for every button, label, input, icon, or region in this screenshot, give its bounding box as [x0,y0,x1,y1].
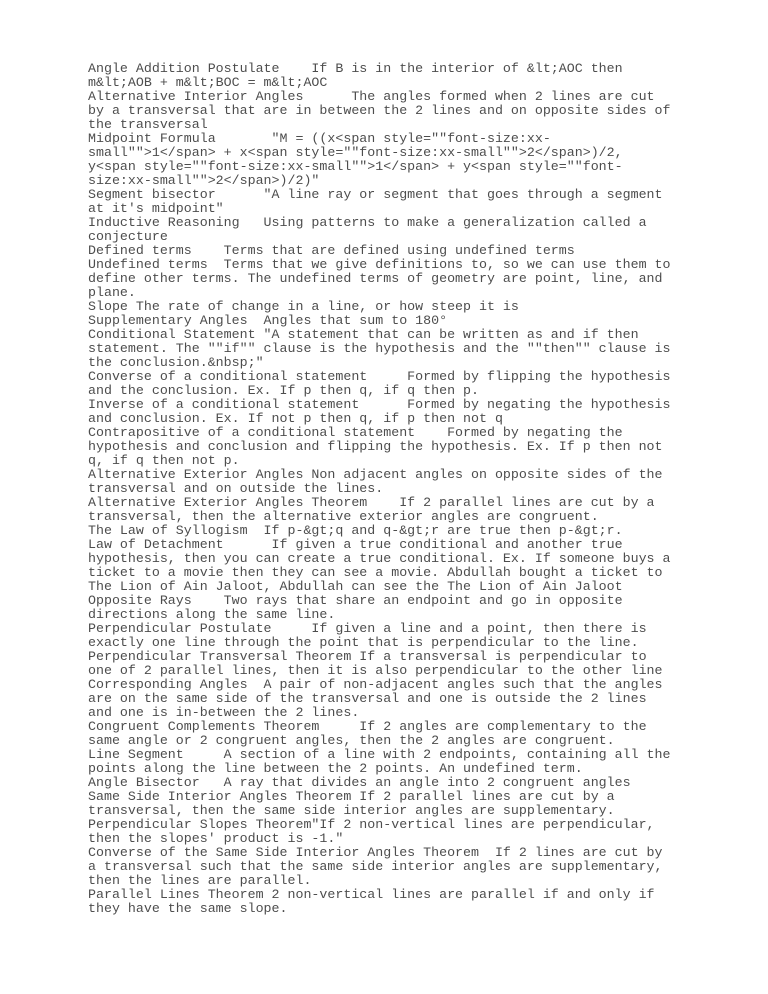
text-line: same angle or 2 congruent angles, then the 2 angles are congruent. [88,733,615,748]
text-line: Same Side Interior Angles Theorem If 2 parallel lines are cut by a [88,789,615,804]
text-line: The Law of Syllogism If p-&gt;q and q-&gt;r are true then p-&gt;r. [88,523,623,538]
text-line: Perpendicular Slopes Theorem"If 2 non-vertical lines are perpendicular, [88,817,655,832]
text-line: Parallel Lines Theorem 2 non-vertical lines are parallel if and only if [88,887,655,902]
text-line: by a transversal that are in between the 2 lines and on opposite sides of [88,103,671,118]
text-line: exactly one line through the point that is perpendicular to the line. [88,635,639,650]
document-text [88,62,671,916]
text-line: Angle Addition Postulate If B is in the interior of &lt;AOC then [88,61,623,76]
text-line: the transversal [88,117,208,132]
text-line: Angle Bisector A ray that divides an angle into 2 congruent angles [88,775,631,790]
text-line: transversal, then the alternative exterior angles are congruent. [88,509,599,524]
text-line: points along the line between the 2 points. An undefined term. [88,761,583,776]
text-line: then the slopes' product is -1." [88,831,344,846]
text-line: hypothesis and conclusion and flipping the hypothesis. Ex. If p then not [88,439,663,454]
text-line: one of 2 parallel lines, then it is also perpendicular to the other line [88,663,663,678]
text-line: m&lt;AOB + m&lt;BOC = m&lt;AOC [88,75,328,90]
text-line: q, if q then not p. [88,453,240,468]
text-line: Converse of a conditional statement Formed by flipping the hypothesis [88,369,671,384]
text-line: Inductive Reasoning Using patterns to make a generalization called a [88,215,647,230]
text-line: Perpendicular Transversal Theorem If a transversal is perpendicular to [88,649,647,664]
text-line: Defined terms Terms that are defined using undefined terms [88,243,575,258]
text-line: Converse of the Same Side Interior Angles Theorem If 2 lines are cut by [88,845,663,860]
text-line: they have the same slope. [88,901,288,916]
text-line: and one is in-between the 2 lines. [88,705,360,720]
text-line: Alternative Interior Angles The angles formed when 2 lines are cut [88,89,655,104]
text-line: at it's midpoint" [88,201,224,216]
text-line: and conclusion. Ex. If not p then q, if p then not q [88,411,503,426]
text-line: Undefined terms Terms that we give definitions to, so we can use them to [88,257,671,272]
text-line: hypothesis, then you can create a true conditional. Ex. If someone buys a [88,551,671,566]
text-line: then the lines are parallel. [88,873,312,888]
text-line: the conclusion.&nbsp;" [88,355,264,370]
text-line: Law of Detachment If given a true conditional and another true [88,537,623,552]
text-line: Inverse of a conditional statement Formed by negating the hypothesis [88,397,671,412]
text-line: small"">1</span> + x<span style=""font-size:xx-small"">2</span>)/2, [88,145,623,160]
text-line: plane. [88,285,136,300]
text-line: Contrapositive of a conditional statement Formed by negating the [88,425,623,440]
text-line: Conditional Statement "A statement that can be written as and if then [88,327,639,342]
text-line: The Lion of Ain Jaloot, Abdullah can see the The Lion of Ain Jaloot [88,579,623,594]
text-line: size:xx-small"">2</span>)/2)" [88,173,320,188]
text-line: Midpoint Formula "M = ((x<span style=""font-size:xx- [88,131,551,146]
text-line: Segment bisector "A line ray or segment that goes through a segment [88,187,663,202]
text-line: Congruent Complements Theorem If 2 angles are complementary to the [88,719,647,734]
text-line: Alternative Exterior Angles Theorem If 2 parallel lines are cut by a [88,495,655,510]
text-line: y<span style=""font-size:xx-small"">1</span> + y<span style=""font- [88,159,623,174]
text-line: and the conclusion. Ex. If p then q, if q then p. [88,383,479,398]
text-line: define other terms. The undefined terms of geometry are point, line, and [88,271,663,286]
text-line: transversal and on outside the lines. [88,481,384,496]
text-line: a transversal such that the same side interior angles are supplementary, [88,859,663,874]
text-line: Alternative Exterior Angles Non adjacent angles on opposite sides of the [88,467,663,482]
text-line: transversal, then the same side interior angles are supplementary. [88,803,615,818]
text-line: ticket to a movie then they can see a movie. Abdullah bought a ticket to [88,565,663,580]
text-line: statement. The ""if"" clause is the hypothesis and the ""then"" clause is [88,341,671,356]
text-line: directions along the same line. [88,607,336,622]
text-line: Opposite Rays Two rays that share an endpoint and go in opposite [88,593,623,608]
text-line: Corresponding Angles A pair of non-adjacent angles such that the angles [88,677,663,692]
text-line: conjecture [88,229,168,244]
text-line: Supplementary Angles Angles that sum to 180° [88,313,448,328]
text-line: are on the same side of the transversal and one is outside the 2 lines [88,691,647,706]
text-line: Line Segment A section of a line with 2 endpoints, containing all the [88,747,671,762]
text-line: Slope The rate of change in a line, or how steep it is [88,299,519,314]
text-line: Perpendicular Postulate If given a line and a point, then there is [88,621,647,636]
